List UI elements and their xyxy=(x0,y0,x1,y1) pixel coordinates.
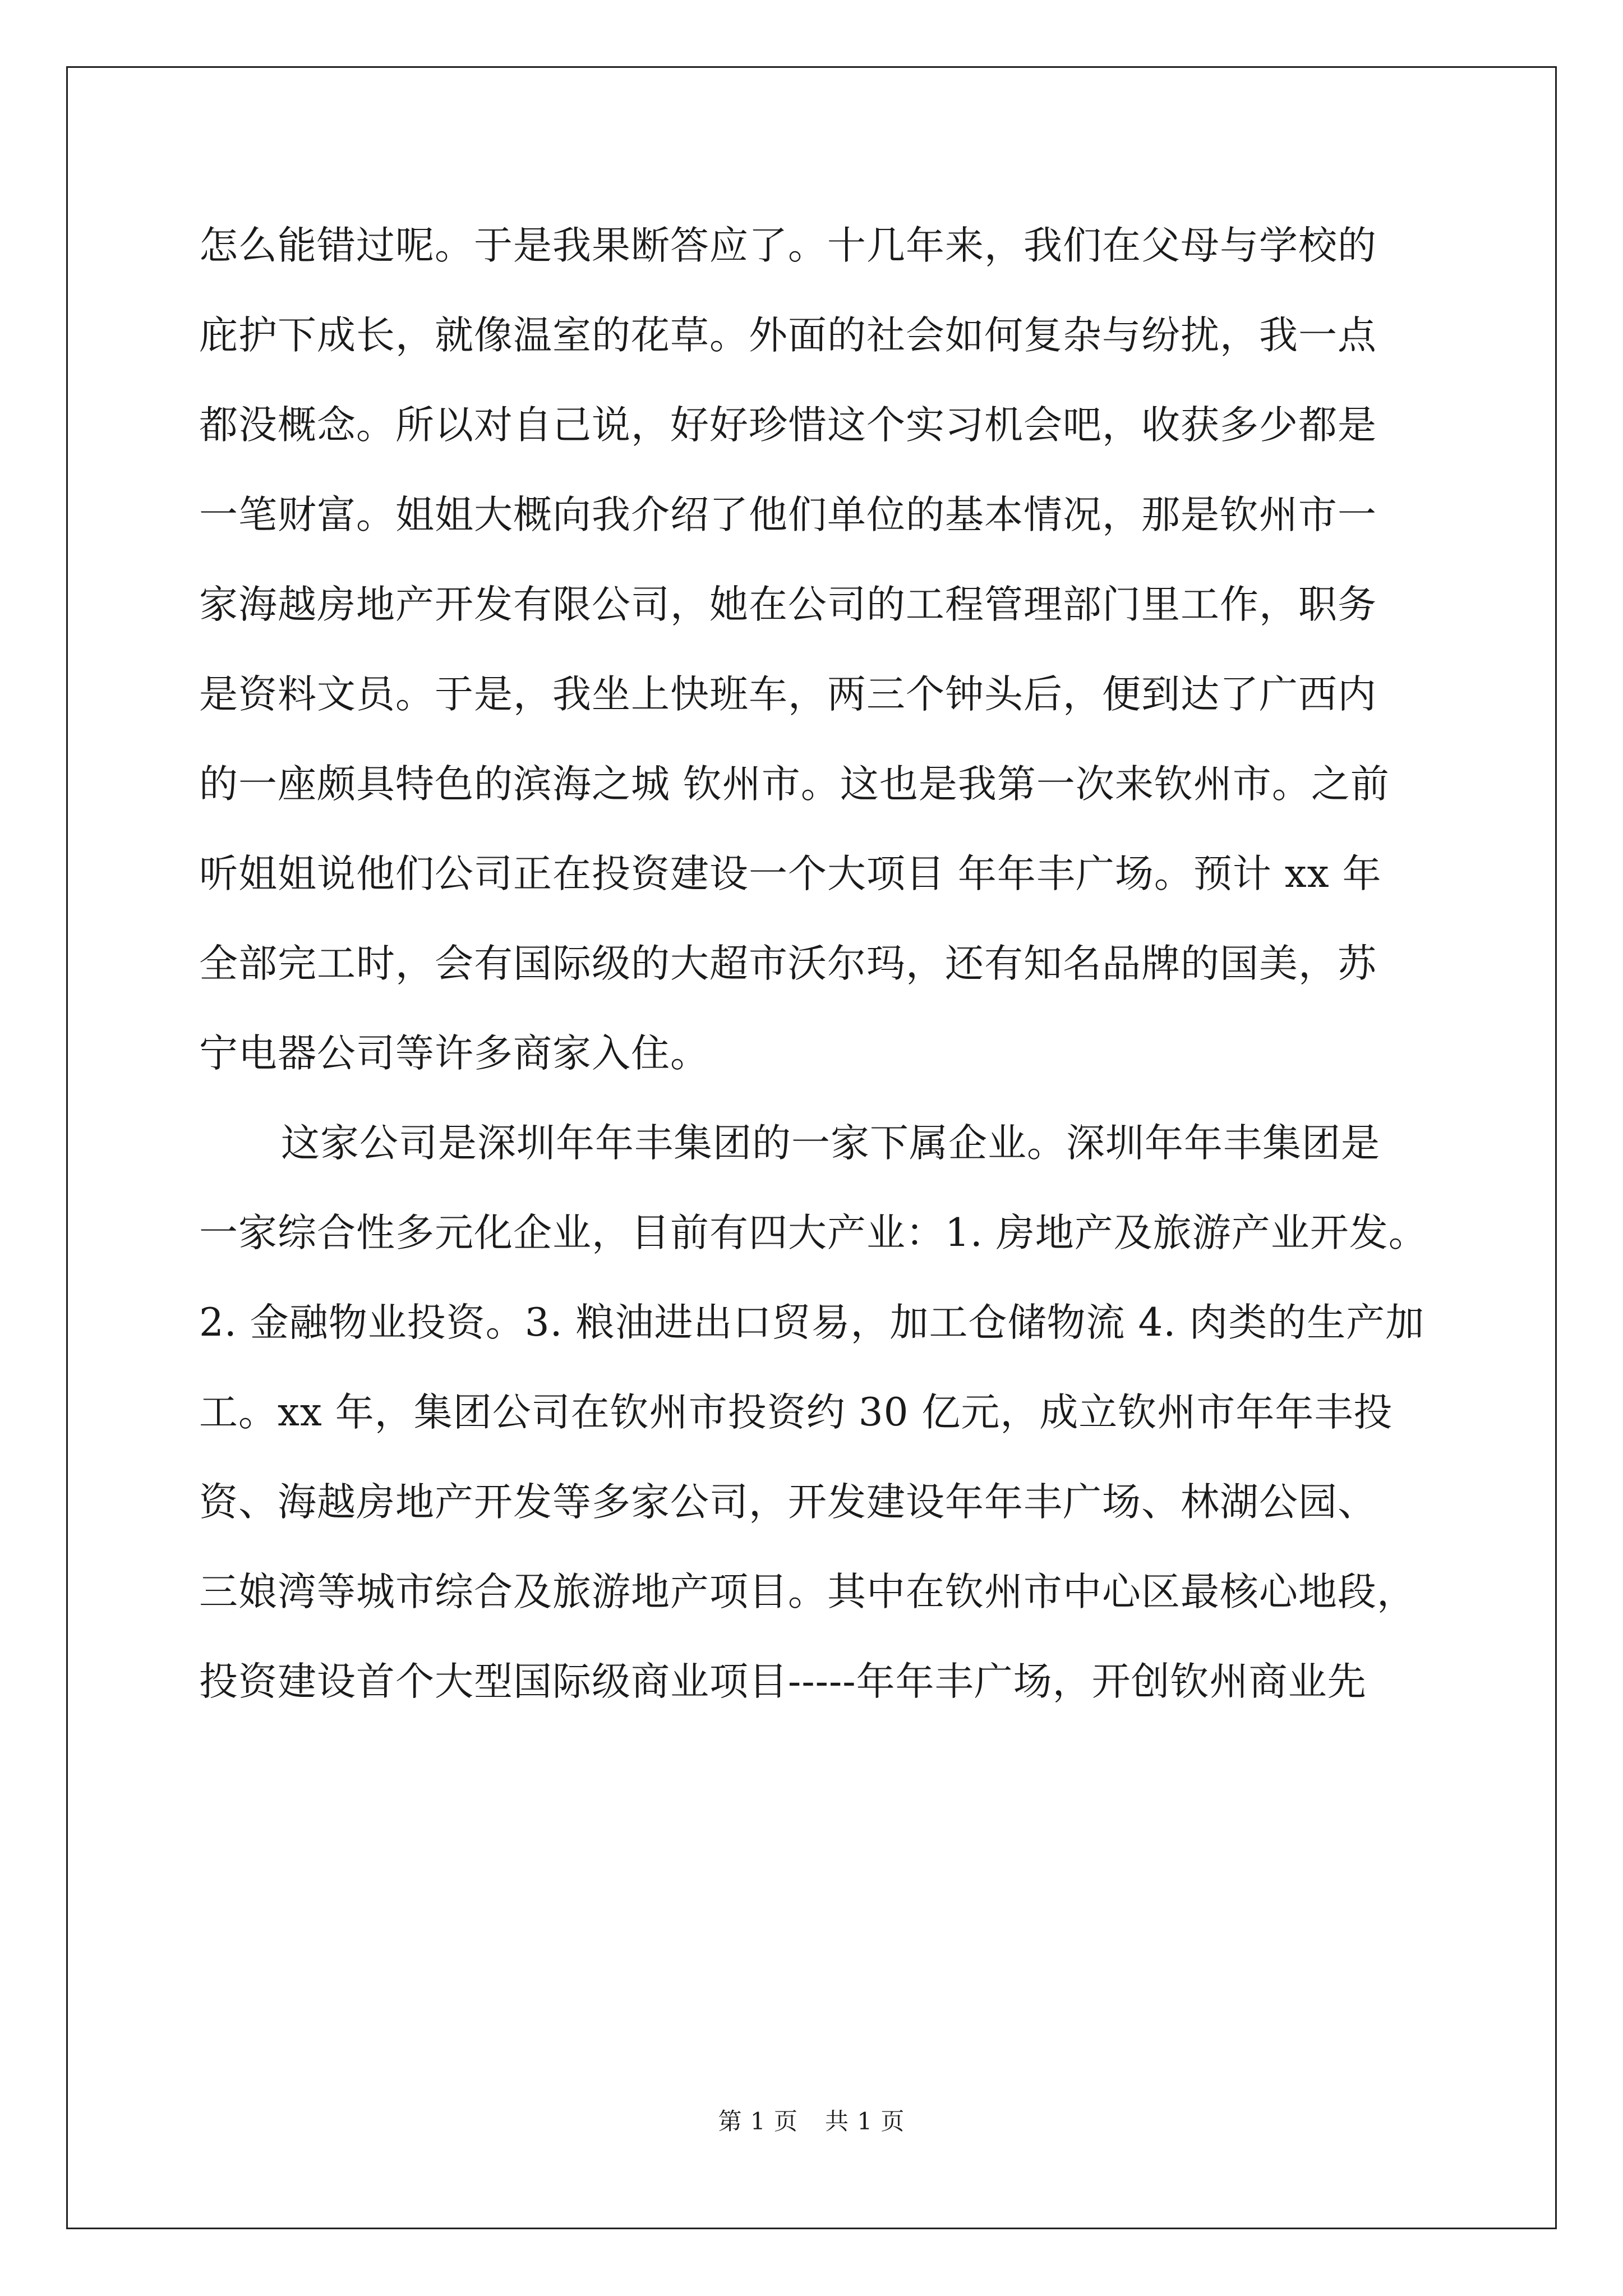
text-line: 是资料文员。于是，我坐上快班车，两三个钟头后，便到达了广西内 xyxy=(199,672,1377,717)
text-line: 资、海越房地产开发等多家公司，开发建设年年丰广场、林湖公园、 xyxy=(199,1480,1377,1525)
text-line: 投资建设首个大型国际级商业项目-----年年丰广场，开创钦州商业先 xyxy=(199,1659,1367,1704)
text-line: 庇护下成长，就像温室的花草。外面的社会如何复杂与纷扰，我一点 xyxy=(199,313,1377,358)
page-footer xyxy=(0,2105,1623,2138)
text-line: 家海越房地产开发有限公司，她在公司的工程管理部门里工作，职务 xyxy=(199,582,1377,627)
page-number: 第 1 页 xyxy=(718,2108,798,2135)
document-body xyxy=(199,215,1438,1741)
text-line: 全部完工时，会有国际级的大超市沃尔玛，还有知名品牌的国美，苏 xyxy=(199,941,1377,986)
text-line: 2. 金融物业投资。3. 粮油进出口贸易，加工仓储物流 4. 肉类的生产加 xyxy=(199,1300,1425,1345)
text-line: 都没概念。所以对自己说，好好珍惜这个实习机会吧，收获多少都是 xyxy=(199,403,1377,448)
page-total: 共 1 页 xyxy=(825,2108,905,2135)
text-line: 宁电器公司等许多商家入住。 xyxy=(199,1031,709,1076)
text-line: 怎么能错过呢。于是我果断答应了。十几年来，我们在父母与学校的 xyxy=(199,223,1377,268)
text-line: 一家综合性多元化企业，目前有四大产业：1. 房地产及旅游产业开发。 xyxy=(199,1211,1428,1255)
text-line: 工。xx 年，集团公司在钦州市投资约 30 亿元，成立钦州市年年丰投 xyxy=(199,1390,1393,1435)
text-line: 三娘湾等城市综合及旅游地产项目。其中在钦州市中心区最核心地段， xyxy=(199,1570,1416,1614)
text-line: 一笔财富。姐姐大概向我介绍了他们单位的基本情况，那是钦州市一 xyxy=(199,493,1377,537)
text-line: 听姐姐说他们公司正在投资建设一个大项目 年年丰广场。预计 xx 年 xyxy=(199,852,1382,896)
text-line: 的一座颇具特色的滨海之城 钦州市。这也是我第一次来钦州市。之前 xyxy=(199,762,1390,807)
paragraph-first-line: 这家公司是深圳年年丰集团的一家下属企业。深圳年年丰集团是 xyxy=(281,1121,1380,1166)
